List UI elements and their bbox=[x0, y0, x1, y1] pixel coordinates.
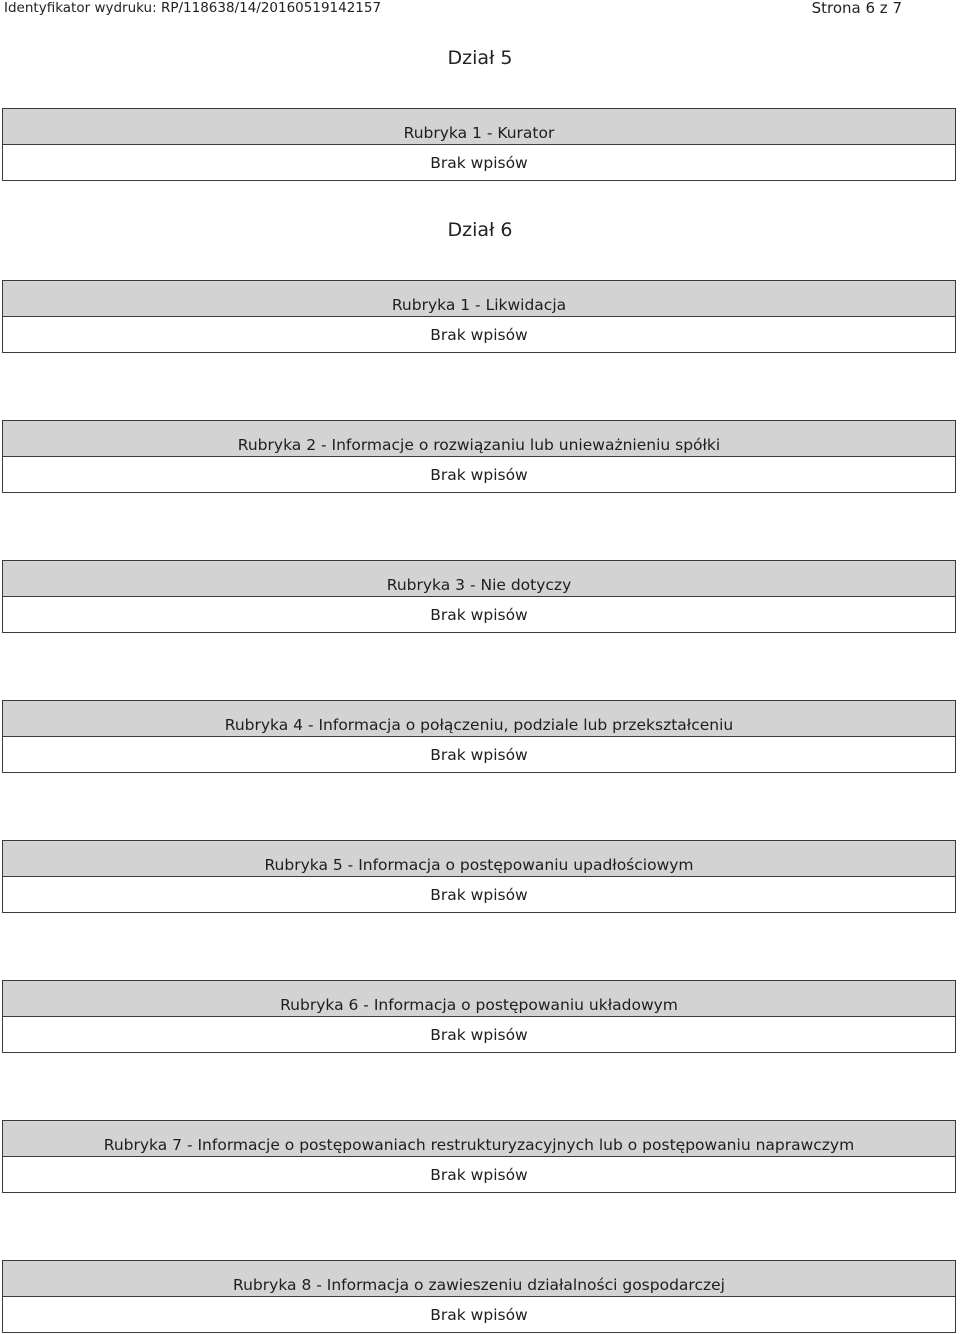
rubric-box-dzial6-r3 bbox=[2, 560, 956, 633]
print-identifier: Identyfikator wydruku: RP/118638/14/20160519142157 bbox=[4, 0, 382, 16]
rubric-title: Rubryka 1 - Kurator bbox=[3, 109, 955, 145]
rubric-content: Brak wpisów bbox=[3, 457, 955, 492]
section-title-dzial-5: Dział 5 bbox=[447, 47, 513, 69]
rubric-title: Rubryka 8 - Informacja o zawieszeniu działalności gospodarczej bbox=[3, 1261, 955, 1297]
rubric-content: Brak wpisów bbox=[3, 597, 955, 632]
rubric-box-dzial6-r6 bbox=[2, 980, 956, 1053]
rubric-content: Brak wpisów bbox=[3, 737, 955, 772]
rubric-box-dzial6-r2 bbox=[2, 420, 956, 493]
rubric-content: Brak wpisów bbox=[3, 1297, 955, 1332]
rubric-box-dzial6-r1 bbox=[2, 280, 956, 353]
rubric-box-dzial6-r4 bbox=[2, 700, 956, 773]
rubric-title: Rubryka 5 - Informacja o postępowaniu upadłościowym bbox=[3, 841, 955, 877]
rubric-box-dzial5-r1 bbox=[2, 108, 956, 181]
rubric-title: Rubryka 7 - Informacje o postępowaniach restrukturyzacyjnych lub o postępowaniu naprawczym bbox=[3, 1121, 955, 1157]
rubric-content: Brak wpisów bbox=[3, 317, 955, 352]
page-number: Strona 6 z 7 bbox=[811, 0, 902, 17]
rubric-content: Brak wpisów bbox=[3, 877, 955, 912]
rubric-title: Rubryka 2 - Informacje o rozwiązaniu lub unieważnieniu spółki bbox=[3, 421, 955, 457]
section-title-dzial-6: Dział 6 bbox=[447, 219, 513, 241]
rubric-title: Rubryka 4 - Informacja o połączeniu, podziale lub przekształceniu bbox=[3, 701, 955, 737]
rubric-title: Rubryka 3 - Nie dotyczy bbox=[3, 561, 955, 597]
rubric-content: Brak wpisów bbox=[3, 1017, 955, 1052]
rubric-title: Rubryka 6 - Informacja o postępowaniu układowym bbox=[3, 981, 955, 1017]
rubric-content: Brak wpisów bbox=[3, 145, 955, 180]
rubric-box-dzial6-r5 bbox=[2, 840, 956, 913]
rubric-box-dzial6-r7 bbox=[2, 1120, 956, 1193]
rubric-content: Brak wpisów bbox=[3, 1157, 955, 1192]
rubric-box-dzial6-r8 bbox=[2, 1260, 956, 1333]
rubric-title: Rubryka 1 - Likwidacja bbox=[3, 281, 955, 317]
